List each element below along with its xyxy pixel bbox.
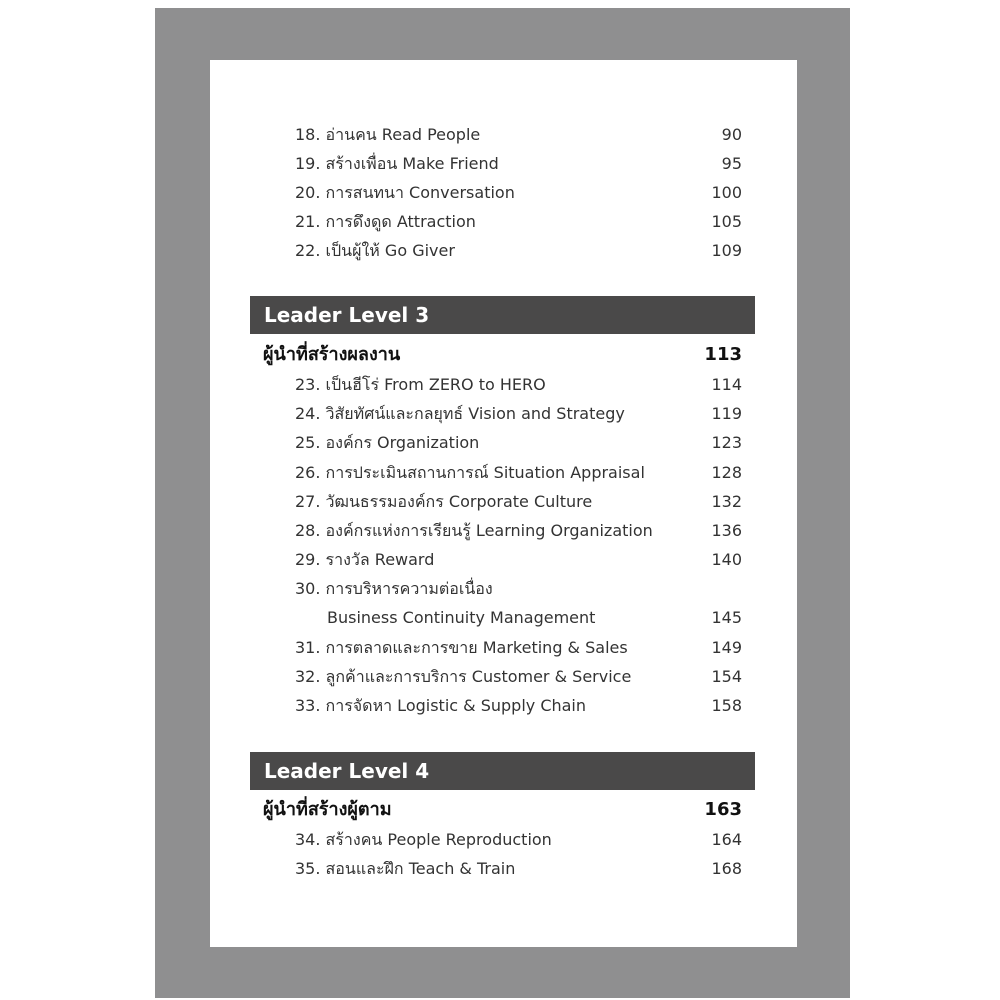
toc-entry-label: Business Continuity Management [327,608,596,627]
toc-entry-20 [210,179,797,207]
toc-entry-label: 23. เป็นฮีโร่ From ZERO to HERO [295,375,546,394]
toc-entry-label: 28. องค์กรแห่งการเรียนรู้ Learning Organization [295,521,653,540]
toc-entry-label: 33. การจัดหา Logistic & Supply Chain [295,696,587,715]
toc-entry-page: 164 [711,830,742,849]
toc-entry-31 [210,634,797,662]
toc-entry-label: 27. วัฒนธรรมองค์กร Corporate Culture [295,492,593,511]
toc-entry-label: 24. วิสัยทัศน์และกลยุทธ์ Vision and Strategy [295,404,625,423]
toc-entry-29 [210,546,797,574]
toc-entry-30 [210,575,797,603]
toc-entry-page: 100 [711,183,742,202]
toc-entry-35 [210,855,797,883]
toc-entry-label: 35. สอนและฝึก Teach & Train [295,859,516,878]
toc-entry-33 [210,692,797,720]
toc-entry-label: 34. สร้างคน People Reproduction [295,830,552,849]
section-heading-page: 113 [704,344,742,365]
toc-entry-page: 128 [711,463,742,482]
toc-entry-label: 25. องค์กร Organization [295,433,480,452]
section-heading-label: ผู้นำที่สร้างผู้ตาม [263,799,392,820]
toc-entry-label: 19. สร้างเพื่อน Make Friend [295,154,499,173]
toc-entry-23 [210,371,797,399]
toc-entry-label: 21. การดึงดูด Attraction [295,212,476,231]
toc-entry-page: 158 [711,696,742,715]
toc-entry-label: 22. เป็นผู้ให้ Go Giver [295,241,455,260]
toc-entry-label: 18. อ่านคน Read People [295,125,481,144]
toc-entry-page: 109 [711,241,742,260]
toc-page [210,60,797,947]
toc-entry-34 [210,826,797,854]
toc-entry-26 [210,459,797,487]
toc-entry-label: 31. การตลาดและการขาย Marketing & Sales [295,638,628,657]
toc-entry-label: 30. การบริหารความต่อเนื่อง [295,579,493,598]
toc-entry-page: 154 [711,667,742,686]
toc-entry-22 [210,237,797,265]
toc-entry-page: 140 [711,550,742,569]
toc-entry-page: 123 [711,433,742,452]
section-heading-level-4 [210,796,797,824]
toc-entry-27 [210,488,797,516]
toc-entry-21 [210,208,797,236]
toc-entry-18 [210,121,797,149]
toc-entry-25 [210,429,797,457]
toc-entry-page: 119 [711,404,742,423]
section-bar-level-3 [250,296,755,334]
toc-entry-label: 32. ลูกค้าและการบริการ Customer & Service [295,667,632,686]
toc-entry-page: 136 [711,521,742,540]
toc-entry-page: 105 [711,212,742,231]
toc-entry-page: 132 [711,492,742,511]
toc-entry-page: 114 [711,375,742,394]
section-bar-title: Leader Level 4 [264,759,430,783]
section-bar-level-4 [250,752,755,790]
toc-entry-page: 95 [721,154,742,173]
toc-entry-page: 145 [711,608,742,627]
toc-entry-label: 20. การสนทนา Conversation [295,183,515,202]
toc-entry-28 [210,517,797,545]
toc-entry-19 [210,150,797,178]
toc-entry-label: 29. รางวัล Reward [295,550,435,569]
toc-entry-page: 168 [711,859,742,878]
section-heading-level-3 [210,341,797,369]
section-heading-label: ผู้นำที่สร้างผลงาน [263,344,401,365]
toc-entry-label: 26. การประเมินสถานการณ์ Situation Appraisal [295,463,645,482]
toc-entry-24 [210,400,797,428]
toc-entry-32 [210,663,797,691]
section-bar-title: Leader Level 3 [264,303,430,327]
toc-entry-30-continued [210,604,797,632]
toc-entry-page: 149 [711,638,742,657]
toc-entry-page: 90 [721,125,742,144]
section-heading-page: 163 [704,799,742,820]
